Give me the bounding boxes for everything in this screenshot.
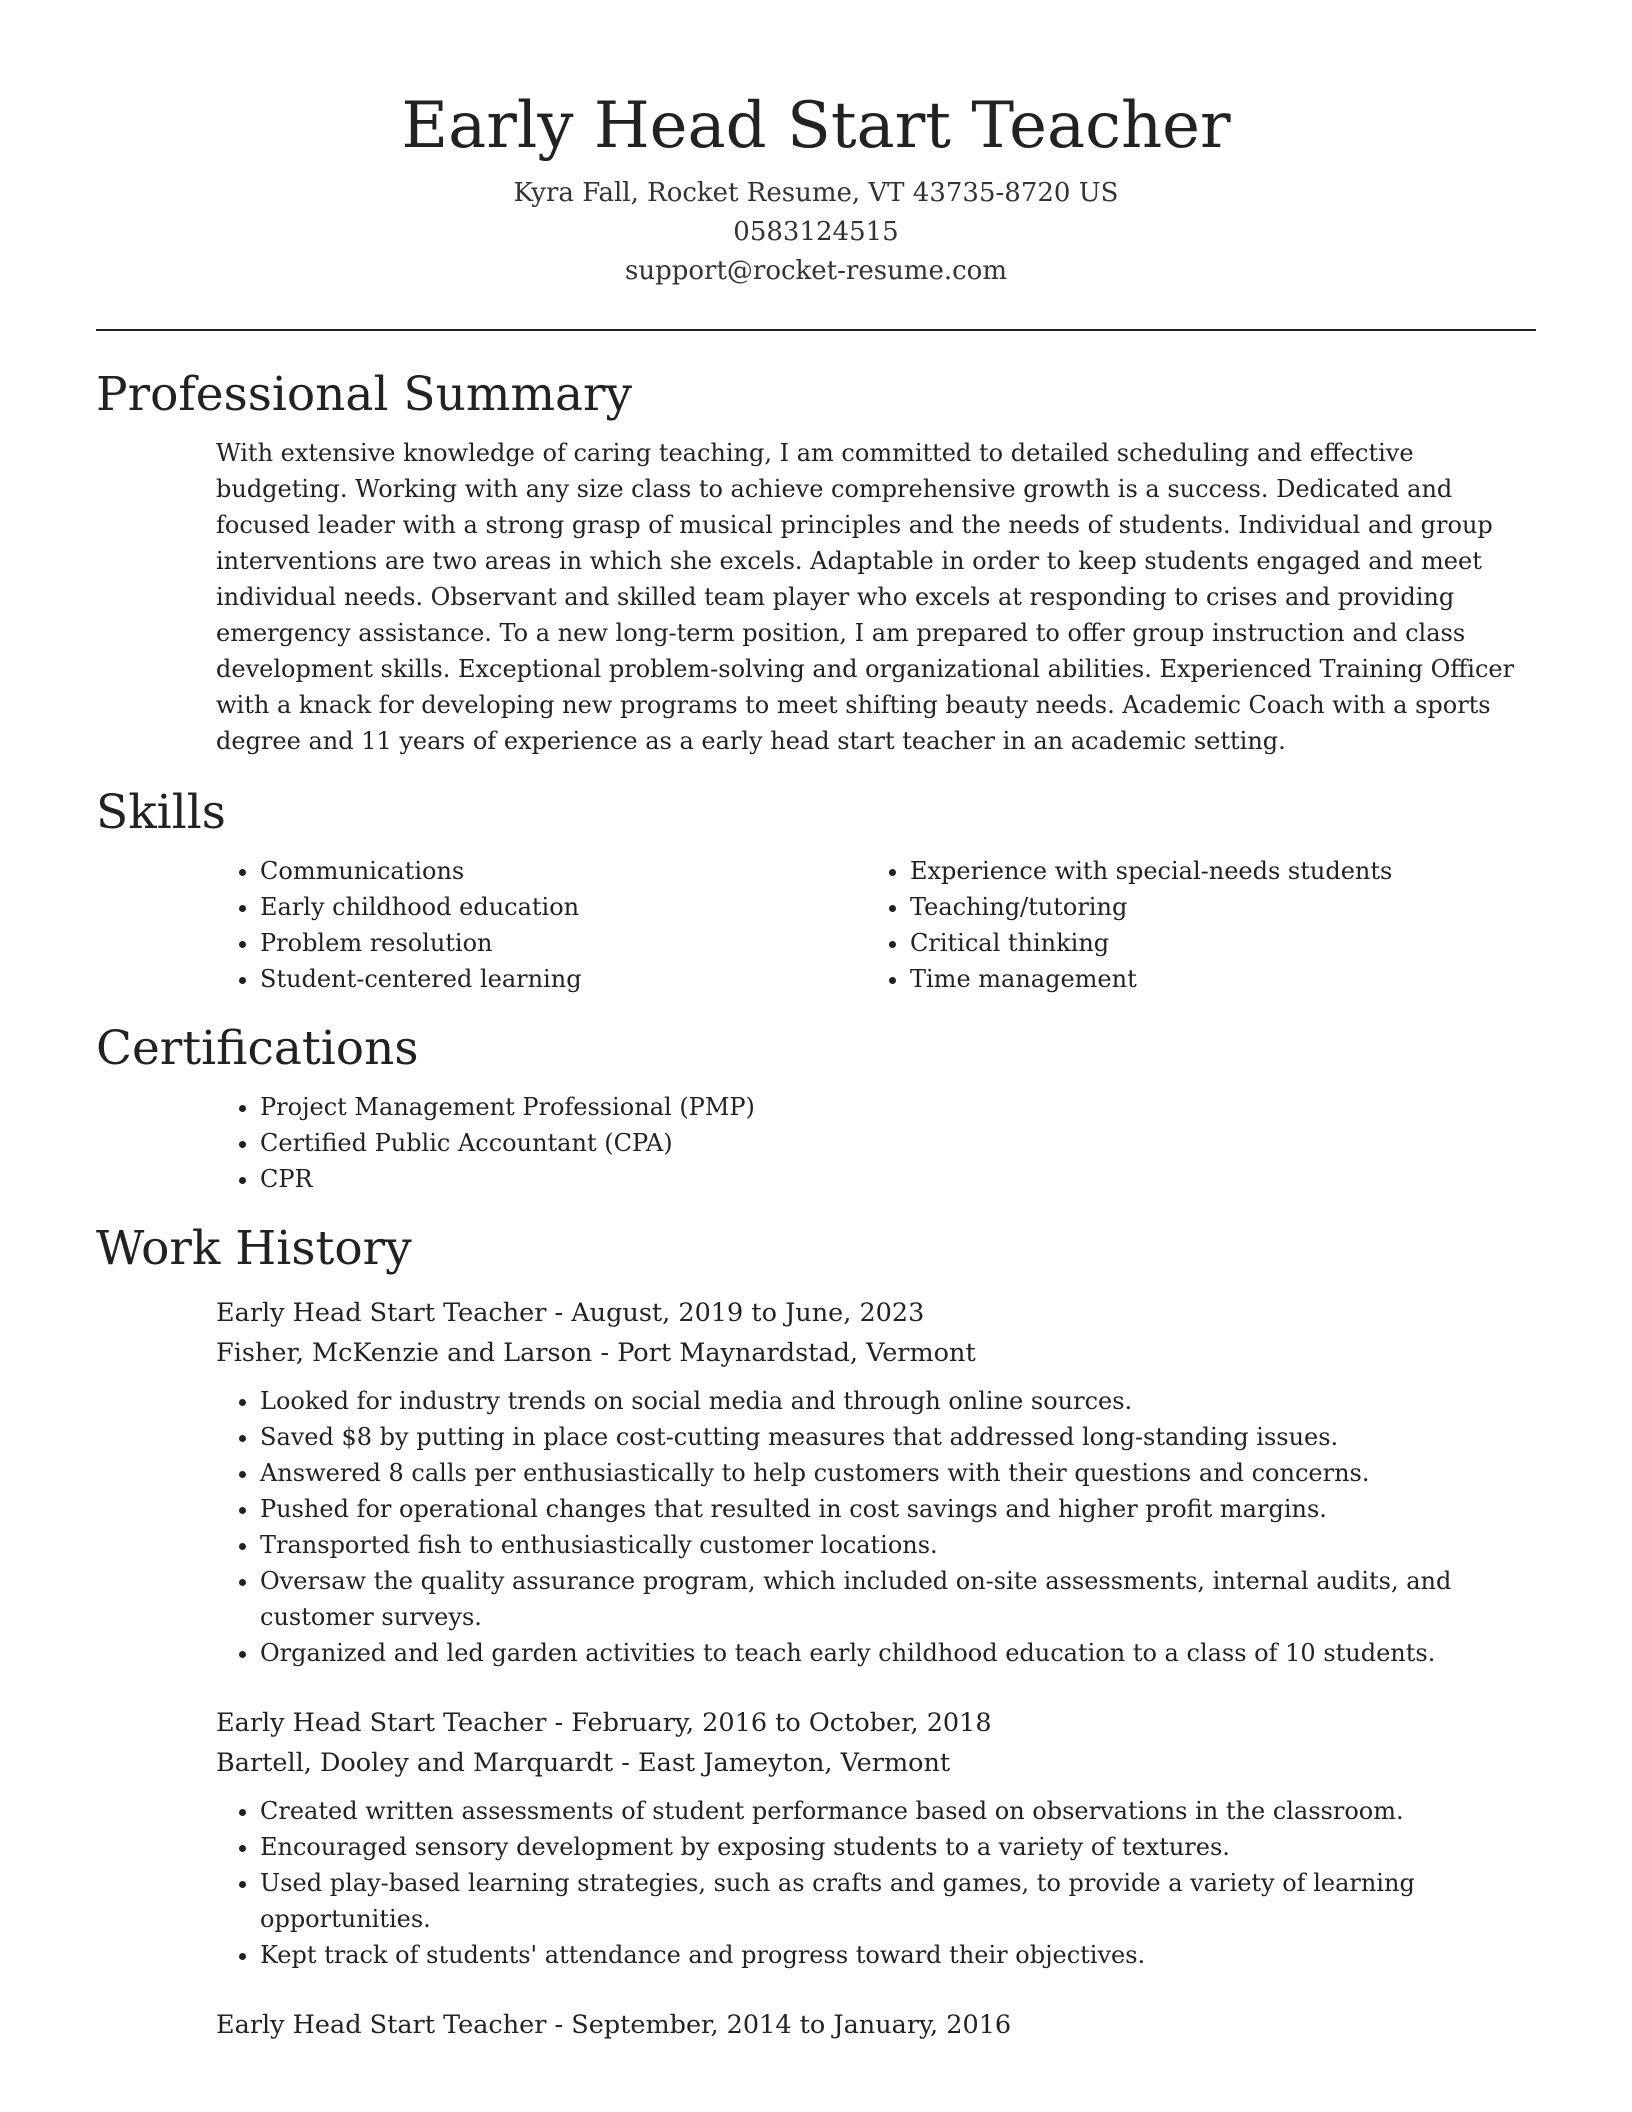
job-bullet: • Created written assessments of student performance based on observations in the classroom. — [260, 1793, 1536, 1829]
contact-email: support@rocket-resume.com — [624, 256, 1007, 286]
job-title: Early Head Start Teacher — [216, 1708, 547, 1738]
work-history-title: Work History — [96, 1221, 412, 1276]
job-title-line: Early Head Start Teacher - February, 2016 to October, 2018 — [216, 1708, 992, 1738]
job-bullet: • Kept track of students' attendance and progress toward their objectives. — [260, 1937, 1536, 1973]
job-title-line: Early Head Start Teacher - September, 2014 to January, 2016 — [216, 2010, 1012, 2040]
job-location: Port Maynardstad, Vermont — [617, 1338, 976, 1368]
job-bullet: • Pushed for operational changes that resulted in cost savings and higher profit margins. — [260, 1491, 1536, 1527]
work-history-section — [96, 1219, 1536, 2045]
summary-section — [96, 365, 1536, 759]
resume-name: Early Head Start Teacher — [401, 89, 1231, 163]
summary-text: With extensive knowledge of caring teaching, I am committed to detailed scheduling and effective budgeting. Working with any size class to achieve comprehensive growth is a success. Dedicated and focused leader with a strong grasp of musical principles and the needs of students. Individual and group interventions are two areas in which she excels. Adaptable in order to keep students engaged and meet individual needs. Observant and skilled team player who excels at responding to crises and providing emergency assistance. To a new long-term position, I am prepared to offer group instruction and class development skills. Exceptional problem-solving and organizational abilities. Experienced Training Officer with a knack for developing new programs to meet shifting beauty needs. Academic Coach with a sports degree and 11 years of experience as a early head start teacher in an academic setting. — [216, 439, 1515, 755]
job-location: East Jameyton, Vermont — [638, 1748, 951, 1778]
job-bullets — [216, 1793, 1536, 1973]
certifications-body — [216, 1089, 1536, 1197]
job-bullet: • Organized and led garden activities to teach early childhood education to a class of 10 students. — [260, 1635, 1536, 1671]
job-dates: August, 2019 to June, 2023 — [571, 1298, 925, 1328]
skill-item: • Communications — [260, 853, 866, 889]
skills-column-right — [866, 853, 1516, 997]
contact-address: Kyra Fall, Rocket Resume, VT 43735-8720 US — [513, 178, 1119, 208]
contact-phone: 0583124515 — [733, 217, 899, 247]
job-bullet: • Used play-based learning strategies, such as crafts and games, to provide a variety of learning opportunities. — [260, 1865, 1536, 1937]
skill-item: • Time management — [910, 961, 1516, 997]
certification-item: • Project Management Professional (PMP) — [260, 1089, 1536, 1125]
job-dates: September, 2014 to January, 2016 — [571, 2010, 1012, 2040]
job-dates: February, 2016 to October, 2018 — [571, 1708, 992, 1738]
header-divider — [96, 329, 1536, 331]
job-bullets — [216, 1383, 1536, 1671]
skill-item: • Student-centered learning — [260, 961, 866, 997]
job-entry — [216, 2005, 1536, 2045]
job-company: Bartell, Dooley and Marquardt — [216, 1748, 614, 1778]
job-title: Early Head Start Teacher — [216, 1298, 547, 1328]
skill-item: • Teaching/tutoring — [910, 889, 1516, 925]
skills-list-left — [216, 853, 866, 997]
skills-grid — [216, 853, 1536, 997]
job-title-line: Early Head Start Teacher - August, 2019 to June, 2023 — [216, 1298, 925, 1328]
work-history-body — [216, 1293, 1536, 2045]
job-entry — [216, 1703, 1536, 1973]
skills-title: Skills — [96, 785, 226, 840]
certifications-title: Certifications — [96, 1021, 419, 1076]
certification-item: • Certified Public Accountant (CPA) — [260, 1125, 1536, 1161]
job-bullet: • Oversaw the quality assurance program, which included on-site assessments, internal audits, and customer surveys. — [260, 1563, 1536, 1635]
job-bullet: • Saved $8 by putting in place cost-cutting measures that addressed long-standing issues. — [260, 1419, 1536, 1455]
job-bullet: • Answered 8 calls per enthusiastically to help customers with their questions and concerns. — [260, 1455, 1536, 1491]
job-title: Early Head Start Teacher — [216, 2010, 547, 2040]
skill-item: • Problem resolution — [260, 925, 866, 961]
job-company-line: Fisher, McKenzie and Larson - Port Maynardstad, Vermont — [216, 1338, 976, 1368]
summary-body — [216, 435, 1536, 759]
skills-list-right — [866, 853, 1516, 997]
certification-item: • CPR — [260, 1161, 1536, 1197]
skill-item: • Critical thinking — [910, 925, 1516, 961]
summary-title: Professional Summary — [96, 367, 633, 422]
certifications-list — [216, 1089, 1536, 1197]
skill-item: • Experience with special-needs students — [910, 853, 1516, 889]
skills-section — [96, 783, 1536, 997]
job-company-line: Bartell, Dooley and Marquardt - East Jameyton, Vermont — [216, 1748, 951, 1778]
resume-header — [96, 0, 1536, 291]
skill-item: • Early childhood education — [260, 889, 866, 925]
job-company: Fisher, McKenzie and Larson — [216, 1338, 593, 1368]
job-entry — [216, 1293, 1536, 1671]
job-bullet: • Encouraged sensory development by exposing students to a variety of textures. — [260, 1829, 1536, 1865]
certifications-section — [96, 1019, 1536, 1197]
job-bullet: • Transported fish to enthusiastically customer locations. — [260, 1527, 1536, 1563]
resume-page — [96, 0, 1536, 2077]
skills-column-left — [216, 853, 866, 997]
contact-block — [96, 174, 1536, 291]
job-bullet: • Looked for industry trends on social media and through online sources. — [260, 1383, 1536, 1419]
